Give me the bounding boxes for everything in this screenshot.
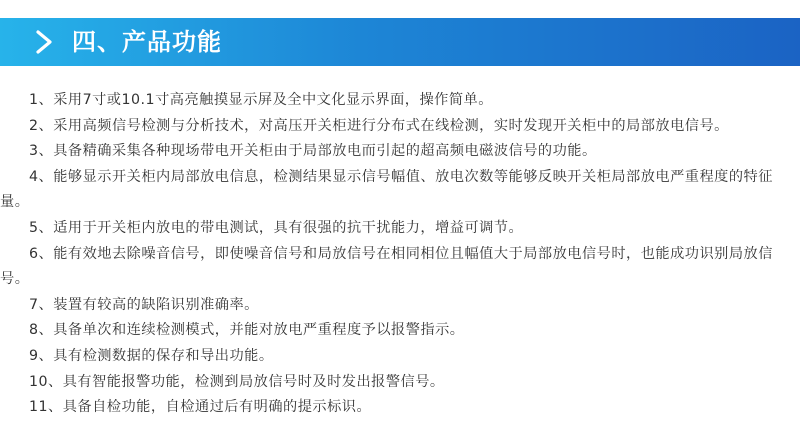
feature-item: 1、采用7寸或10.1寸高亮触摸显示屏及全中文化显示界面，操作简单。 <box>29 92 493 108</box>
chevron-right-icon <box>30 28 58 56</box>
feature-item: 5、适用于开关柜内放电的带电测试，具有很强的抗干扰能力，增益可调节。 <box>29 219 524 236</box>
feature-item: 10、具有智能报警功能，检测到局放信号时及时发出报警信号。 <box>29 373 445 390</box>
feature-item: 9、具有检测数据的保存和导出功能。 <box>29 347 274 364</box>
section-header <box>0 18 800 66</box>
feature-item: 8、具备单次和连续检测模式，并能对放电严重程度予以报警指示。 <box>29 322 465 339</box>
section-title: 四、产品功能 <box>72 28 222 56</box>
feature-item: 4、能够显示开关柜内局部放电信息，检测结果显示信号幅值、放电次数等能够反映开关柜局部放电严重程度的特征量。 <box>0 168 773 211</box>
feature-item: 11、具备自检功能，自检通过后有明确的提示标识。 <box>29 399 372 416</box>
feature-item: 6、能有效地去除噪音信号，即使噪音信号和局放信号在相同相位且幅值大于局部放电信号时，也能成功识别局放信号。 <box>0 245 773 288</box>
feature-item: 3、具备精确采集各种现场带电开关柜由于局部放电而引起的超高频电磁波信号的功能。 <box>29 143 597 160</box>
feature-item: 7、装置有较高的缺陷识别准确率。 <box>29 296 259 313</box>
feature-list <box>0 88 800 421</box>
feature-item: 2、采用高频信号检测与分析技术，对高压开关柜进行分布式在线检测，实时发现开关柜中的局部放电信号。 <box>29 117 729 134</box>
